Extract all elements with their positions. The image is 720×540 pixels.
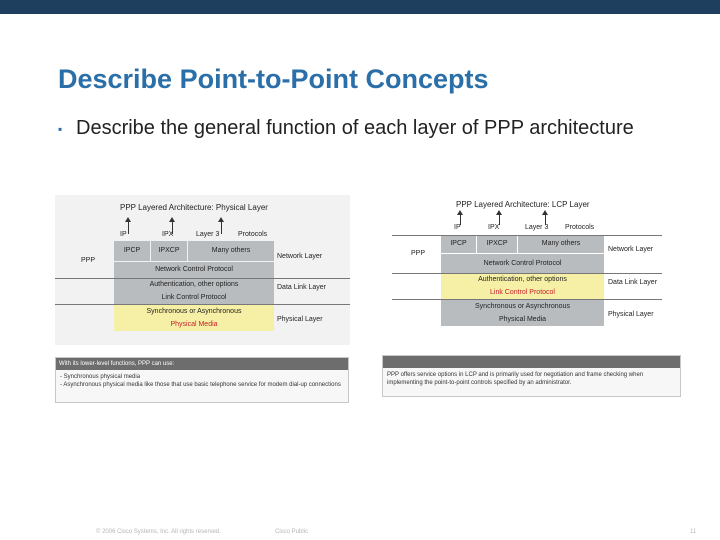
slide-title: Describe Point-to-Point Concepts [58, 64, 489, 94]
ncp-cell: Network Control Protocol [114, 262, 274, 278]
right-figure [382, 195, 682, 405]
left-note-heading: With its lower-level functions, PPP can use: [56, 358, 348, 370]
divider-line [392, 235, 662, 236]
physical-layer-label: Physical Layer [608, 311, 654, 318]
many-others-cell: Many others [188, 241, 274, 261]
divider-line [392, 299, 662, 300]
right-note-body: PPP offers service options in LCP and is primarily used for negotiation and frame checking when implementing the point-to-point controls specified by an administrator. [387, 372, 644, 386]
ppp-label: PPP [81, 257, 96, 264]
left-note-line: - Synchronous physical media [60, 374, 141, 380]
many-others-cell: Many others [518, 235, 604, 253]
page-number: 11 [690, 529, 697, 535]
left-note-line: - Asynchronous physical media like those that use basic telephone service for modem dial-up connections [60, 382, 341, 388]
physical-layer-label: Physical Layer [277, 316, 323, 323]
datalink-layer-label: Data Link Layer [277, 284, 327, 291]
right-note-box [382, 355, 681, 397]
bullet-text: Describe the general function of each layer of PPP architecture [76, 117, 634, 139]
top-label-protocols: Protocols [565, 224, 595, 231]
top-bar [0, 0, 720, 14]
media-cell: Physical Media [441, 313, 604, 326]
bullet-item [58, 116, 658, 141]
ppp-label: PPP [411, 250, 426, 257]
bullet-square-icon: ▪ [58, 122, 63, 136]
top-label-ip: IP [120, 231, 127, 238]
left-figure [55, 195, 350, 405]
lcp-cell: Link Control Protocol [114, 291, 274, 304]
ipcp-cell: IPCP [114, 241, 150, 261]
top-label-ipx: IPX [488, 224, 500, 231]
ncp-cell: Network Control Protocol [441, 254, 604, 273]
top-label-protocols: Protocols [238, 231, 268, 238]
network-layer-label: Network Layer [277, 253, 323, 260]
footer-copyright: © 2006 Cisco Systems, Inc. All rights reserved. [96, 529, 221, 535]
top-label-layer3: Layer 3 [196, 231, 220, 238]
sync-cell: Synchronous or Asynchronous [441, 300, 604, 313]
right-figure-title: PPP Layered Architecture: LCP Layer [456, 200, 590, 209]
divider-line [55, 278, 350, 279]
left-note-box [55, 357, 349, 403]
divider-line [55, 304, 350, 305]
datalink-layer-label: Data Link Layer [608, 279, 658, 286]
lcp-cell: Link Control Protocol [441, 286, 604, 299]
top-label-ipx: IPX [162, 231, 174, 238]
divider-line [392, 273, 662, 274]
auth-cell: Authentication, other options [441, 274, 604, 286]
ipxcp-cell: IPXCP [477, 235, 517, 253]
network-layer-label: Network Layer [608, 246, 654, 253]
top-label-ip: IP [454, 224, 461, 231]
left-note-body [56, 370, 348, 392]
ipcp-cell: IPCP [441, 235, 476, 253]
top-label-layer3: Layer 3 [525, 224, 549, 231]
right-note-heading [383, 356, 680, 368]
arrow-up-icon [221, 222, 222, 234]
auth-cell: Authentication, other options [114, 279, 274, 291]
ipxcp-cell: IPXCP [151, 241, 187, 261]
sync-cell: Synchronous or Asynchronous [114, 305, 274, 318]
footer-classification: Cisco Public [275, 529, 309, 535]
media-cell: Physical Media [114, 318, 274, 331]
left-figure-title: PPP Layered Architecture: Physical Layer [120, 203, 268, 212]
arrow-up-icon [128, 222, 129, 234]
